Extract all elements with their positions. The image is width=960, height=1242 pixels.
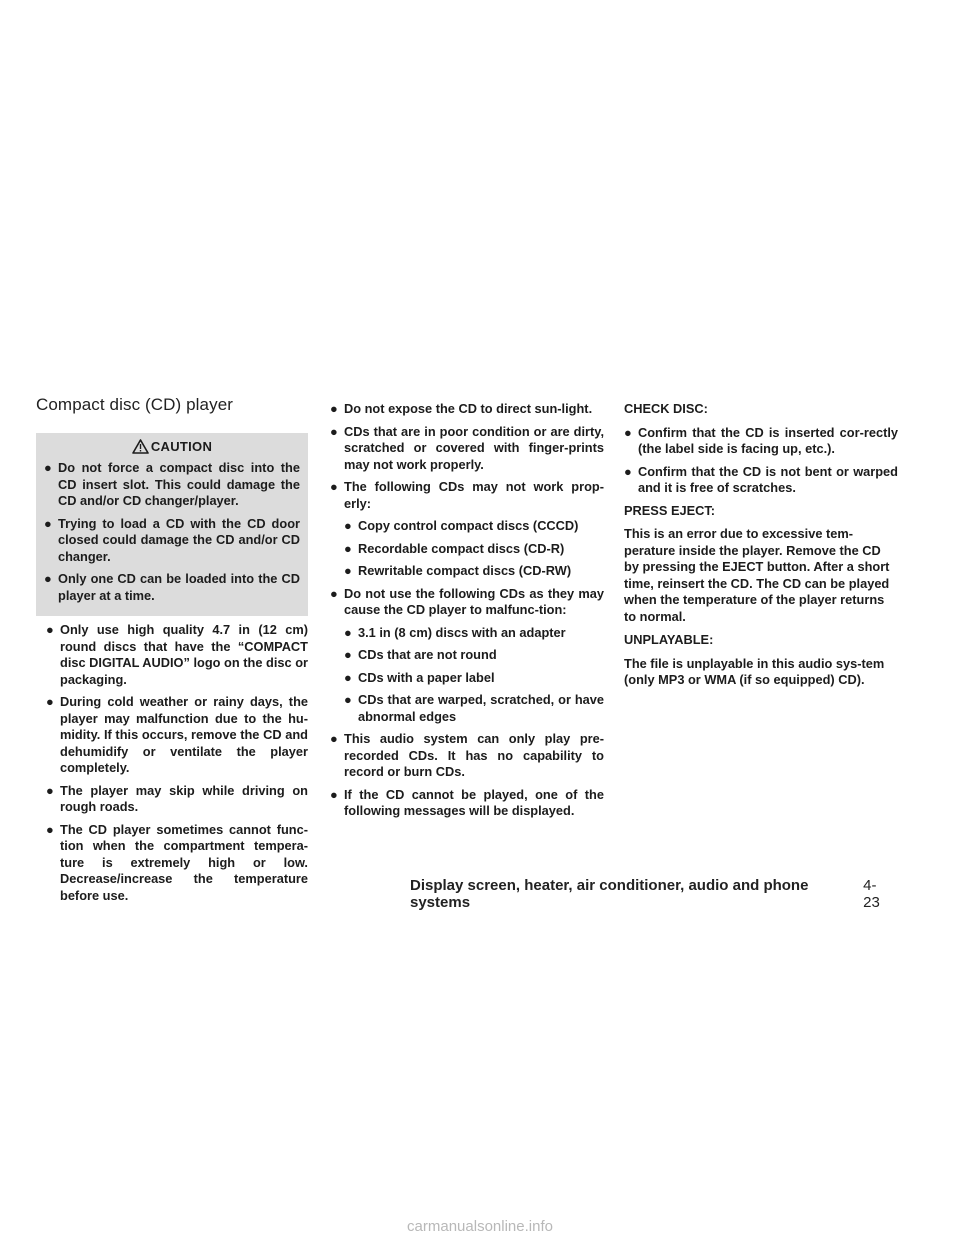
sub-list-item: ● Copy control compact discs (CCCD) <box>344 518 579 533</box>
page-footer <box>410 877 892 911</box>
bullet: ● <box>624 424 632 440</box>
list-item: ● CDs that are in poor condition or are dirty, scratched or covered with finger-prints may not work properly. <box>330 423 604 472</box>
caution-item: ● Only one CD can be loaded into the CD player at a time. <box>44 571 300 603</box>
bullet: ● <box>330 786 338 802</box>
bullet: ● <box>46 622 54 637</box>
bullet: ● <box>344 540 352 556</box>
sub-list-item: ● CDs that are warped, scratched, or have abnormal edges <box>344 692 604 724</box>
sub-list-item: ● CDs that are not round <box>344 647 497 662</box>
bullet: ● <box>344 669 352 685</box>
list-item: ● The player may skip while driving on rough roads. <box>46 782 308 814</box>
sub-list-item: ● Recordable compact discs (CD-R) <box>344 540 565 556</box>
list-item: ● Confirm that the CD is inserted cor-rectly (the label side is facing up, etc.). <box>624 424 898 456</box>
bullet: ● <box>330 423 338 439</box>
left-column <box>36 395 308 910</box>
unplayable-text: The file is unplayable in this audio sys-tem (only MP3 or WMA (if so equipped) CD). <box>624 655 885 687</box>
caution-item: ● Trying to load a CD with the CD door closed could damage the CD and/or CD changer. <box>44 515 300 564</box>
right-column <box>624 401 898 696</box>
bullet: ● <box>344 624 352 640</box>
list-item: ● The following CDs may not work prop-erly: <box>330 479 604 511</box>
list-item: ● This audio system can only play pre-recorded CDs. It has no capability to record or burn CDs. <box>330 731 604 779</box>
bullet: ● <box>46 821 54 837</box>
caution-box <box>36 433 308 616</box>
press-eject-heading: PRESS EJECT: <box>624 502 716 518</box>
list-item: ● Only use high quality 4.7 in (12 cm) round discs that have the “COMPACT disc DIGITAL AUDIO” logo on the disc or packaging. <box>46 622 308 687</box>
unplayable-heading: UNPLAYABLE: <box>624 632 714 647</box>
section-title: Compact disc (CD) player <box>36 395 234 414</box>
bullet: ● <box>344 518 352 533</box>
bullet: ● <box>344 563 352 578</box>
bullet: ● <box>330 585 338 601</box>
bullet: ● <box>344 692 352 707</box>
bullet: ● <box>44 515 52 531</box>
middle-column <box>330 401 604 826</box>
bullet: ● <box>44 571 52 586</box>
bullet: ● <box>44 460 52 475</box>
list-item: ● Confirm that the CD is not bent or warped and it is free of scratches. <box>624 463 898 495</box>
list-item: ● If the CD cannot be played, one of the following messages will be displayed. <box>330 786 604 818</box>
check-disc-heading: CHECK DISC: <box>624 401 708 416</box>
warning-triangle-icon <box>132 439 149 454</box>
list-item: ● Do not use the following CDs as they may cause the CD player to malfunc-tion: <box>330 585 604 617</box>
bullet: ● <box>330 479 338 494</box>
list-item: ● During cold weather or rainy days, the player may malfunction due to the hu-midity. If this occurs, remove the CD and dehumidify or ventilate the player completely. <box>46 694 308 775</box>
press-eject-text: This is an error due to excessive tem-perature inside the player. Remove the CD by pressing the EJECT button. After a short time, reinsert the CD. The CD can be played when the temperature of the player returns to normal. <box>624 526 890 624</box>
list-item: ● Do not expose the CD to direct sun-light. <box>330 401 593 416</box>
watermark: carmanualsonline.info <box>407 1218 553 1235</box>
bullet: ● <box>624 463 632 479</box>
bullet: ● <box>330 731 338 746</box>
bullet: ● <box>330 401 338 416</box>
page-number: 4-23 <box>863 877 880 911</box>
caution-header <box>44 433 300 460</box>
bullet: ● <box>46 782 54 798</box>
sub-list-item: ● Rewritable compact discs (CD-RW) <box>344 563 572 578</box>
caution-label: CAUTION <box>150 439 213 454</box>
sub-list-item: ● 3.1 in (8 cm) discs with an adapter <box>344 624 566 640</box>
chapter-title: Display screen, heater, air conditioner, audio and phone systems <box>410 877 809 911</box>
caution-item: ● Do not force a compact disc into the CD insert slot. This could damage the CD and/or CD changer/player. <box>44 460 300 508</box>
bullet: ● <box>344 647 352 662</box>
sub-list-item: ● CDs with a paper label <box>344 669 495 685</box>
bullet: ● <box>46 694 54 709</box>
list-item: ● The CD player sometimes cannot func-tion when the compartment tempera-ture is extremely high or low. Decrease/increase the temperature before use. <box>46 821 308 903</box>
